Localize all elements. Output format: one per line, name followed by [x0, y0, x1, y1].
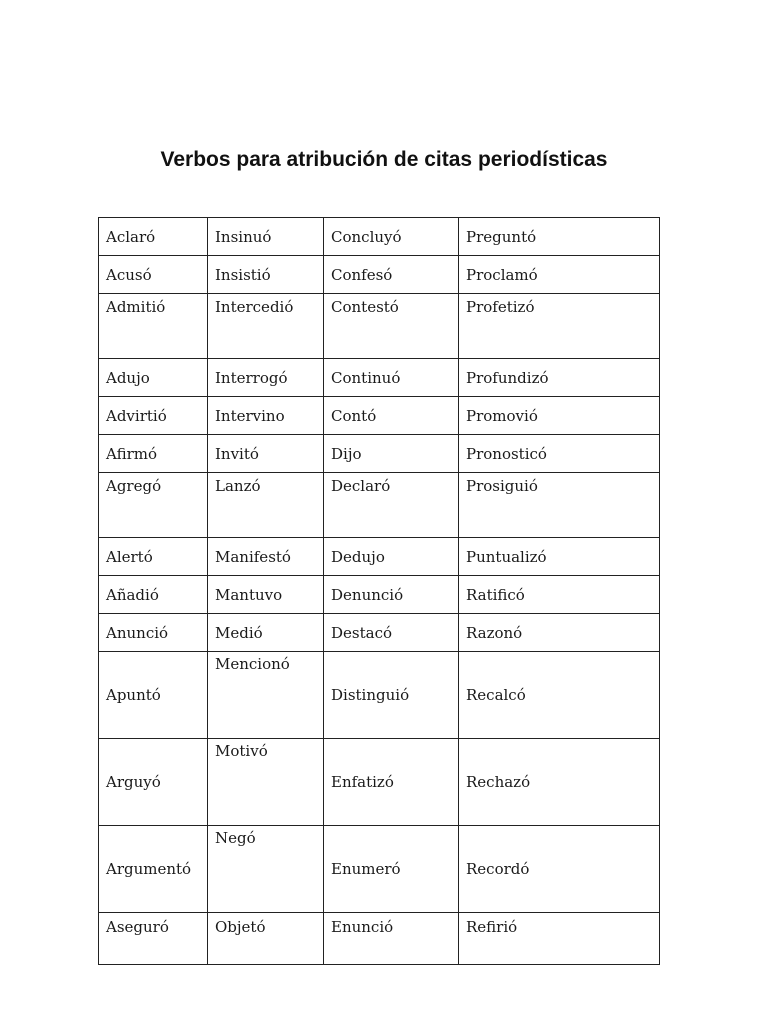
table-row — [99, 652, 660, 739]
table-cell: Insistió — [208, 256, 324, 294]
table-cell: Puntualizó — [459, 538, 660, 576]
table-cell: Enfatizó — [324, 739, 459, 826]
table-row — [99, 913, 660, 965]
table-cell: Añadió — [99, 576, 208, 614]
table-cell: Recordó — [459, 826, 660, 913]
table-cell: Anunció — [99, 614, 208, 652]
table-cell: Apuntó — [99, 652, 208, 739]
table-row — [99, 576, 660, 614]
table-cell: Mantuvo — [208, 576, 324, 614]
table-cell: Dedujo — [324, 538, 459, 576]
table-cell: Arguyó — [99, 739, 208, 826]
table-cell: Prosiguió — [459, 473, 660, 538]
table-row — [99, 435, 660, 473]
table-cell: Afirmó — [99, 435, 208, 473]
table-cell: Intervino — [208, 397, 324, 435]
table-cell: Motivó — [208, 739, 324, 826]
table-cell: Agregó — [99, 473, 208, 538]
table-cell: Aclaró — [99, 218, 208, 256]
table-cell: Dijo — [324, 435, 459, 473]
table-cell: Declaró — [324, 473, 459, 538]
table-row — [99, 739, 660, 826]
document-title: Verbos para atribución de citas periodísticas — [160, 148, 608, 171]
table-cell: Confesó — [324, 256, 459, 294]
table-cell: Intercedió — [208, 294, 324, 359]
table-cell: Enumeró — [324, 826, 459, 913]
table-cell: Advirtió — [99, 397, 208, 435]
table-row — [99, 397, 660, 435]
table-row — [99, 538, 660, 576]
table-cell: Pronosticó — [459, 435, 660, 473]
table-cell: Aseguró — [99, 913, 208, 965]
table-row — [99, 473, 660, 538]
table-cell: Objetó — [208, 913, 324, 965]
table-cell: Profundizó — [459, 359, 660, 397]
table-cell: Insinuó — [208, 218, 324, 256]
verbs-table — [98, 217, 660, 965]
table-cell: Proclamó — [459, 256, 660, 294]
table-cell: Ratificó — [459, 576, 660, 614]
table-cell: Recalcó — [459, 652, 660, 739]
table-cell: Acusó — [99, 256, 208, 294]
table-cell: Interrogó — [208, 359, 324, 397]
table-cell: Refirió — [459, 913, 660, 965]
table-cell: Argumentó — [99, 826, 208, 913]
table-row — [99, 614, 660, 652]
table-cell: Destacó — [324, 614, 459, 652]
table-cell: Adujo — [99, 359, 208, 397]
table-cell: Promovió — [459, 397, 660, 435]
table-cell: Admitió — [99, 294, 208, 359]
table-row — [99, 218, 660, 256]
table-row — [99, 826, 660, 913]
table-cell: Razonó — [459, 614, 660, 652]
table-cell: Continuó — [324, 359, 459, 397]
table-cell: Concluyó — [324, 218, 459, 256]
table-cell: Manifestó — [208, 538, 324, 576]
table-cell: Invitó — [208, 435, 324, 473]
table-cell: Distinguió — [324, 652, 459, 739]
table-cell: Rechazó — [459, 739, 660, 826]
table-cell: Preguntó — [459, 218, 660, 256]
table-row — [99, 256, 660, 294]
table-cell: Alertó — [99, 538, 208, 576]
table-row — [99, 359, 660, 397]
table-cell: Contestó — [324, 294, 459, 359]
table-cell: Enunció — [324, 913, 459, 965]
table-cell: Profetizó — [459, 294, 660, 359]
table-cell: Negó — [208, 826, 324, 913]
table-cell: Contó — [324, 397, 459, 435]
table-cell: Medió — [208, 614, 324, 652]
table-cell: Mencionó — [208, 652, 324, 739]
table-cell: Denunció — [324, 576, 459, 614]
table-row — [99, 294, 660, 359]
table-cell: Lanzó — [208, 473, 324, 538]
